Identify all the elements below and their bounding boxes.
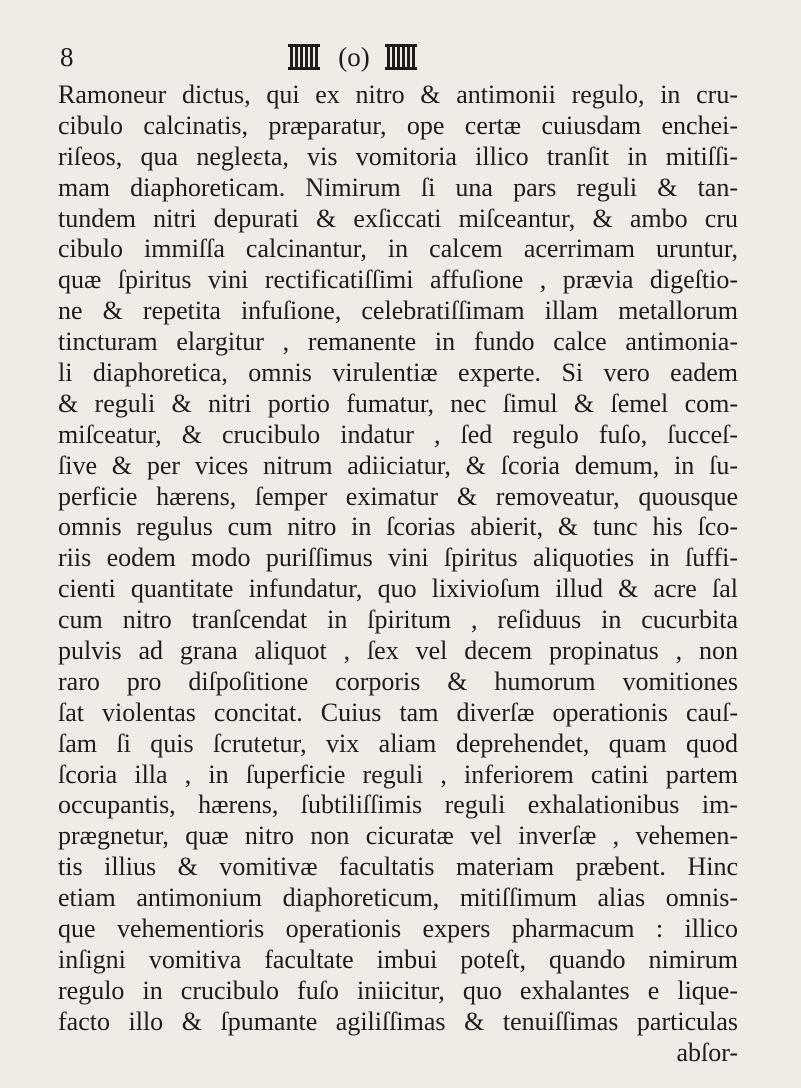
text-line: que vehementioris operationis expers pharmacum : illico bbox=[58, 914, 738, 944]
text-line: mam diaphoreticam. Nimirum ſi una pars reguli & tan- bbox=[58, 172, 738, 202]
left-ornament-icon bbox=[287, 43, 321, 71]
text-line: ne & repetita infuſione, celebratiſſimam illam metallorum bbox=[58, 296, 738, 326]
text-line: ſat violentas concitat. Cuius tam diverſæ operationis cauſ- bbox=[58, 697, 738, 727]
body-text bbox=[58, 80, 738, 1069]
text-line: ſive & per vices nitrum adiiciatur, & ſcoria demum, in ſu- bbox=[58, 450, 738, 480]
text-line: tincturam elargitur , remanente in fundo calce antimonia- bbox=[58, 327, 738, 357]
header-center-mark: (o) bbox=[338, 42, 370, 72]
text-line: regulo in crucibulo fuſo iniicitur, quo exhalantes e lique- bbox=[58, 975, 738, 1005]
text-line: Ramoneur dictus, qui ex nitro & antimonii regulo, in cru- bbox=[58, 80, 738, 109]
text-line: riſeos, qua negleɛta, vis vomitoria illico tranſit in mitiſſi- bbox=[58, 141, 738, 171]
text-line: cibulo calcinatis, præparatur, ope certæ cuiusdam enchei- bbox=[58, 110, 738, 140]
text-line: prægnetur, quæ nitro non cicuratæ vel inverſæ , vehemen- bbox=[58, 821, 738, 851]
text-line: perficie hærens, ſemper eximatur & removeatur, quousque bbox=[58, 481, 738, 511]
text-line: cum nitro tranſcendat in ſpiritum , reſiduus in cucurbita bbox=[58, 605, 738, 635]
text-line: inſigni vomitiva facultate imbui poteſt, quando nimirum bbox=[58, 944, 738, 974]
text-line: quæ ſpiritus vini rectificatiſſimi affuſione , prævia digeſtio- bbox=[58, 265, 738, 295]
text-line: raro pro diſpoſitione corporis & humorum vomitiones bbox=[58, 666, 738, 696]
text-line: cibulo immiſſa calcinantur, in calcem acerrimam uruntur, bbox=[58, 234, 738, 264]
text-line: cienti quantitate infundatur, quo lixivioſum illud & acre ſal bbox=[58, 574, 738, 604]
text-line: li diaphoretica, omnis virulentiæ experte. Si vero eadem bbox=[58, 358, 738, 388]
catchword: abſor- bbox=[676, 1037, 738, 1067]
text-line: ſcoria illa , in ſuperficie reguli , inferiorem catini partem bbox=[58, 759, 738, 789]
text-line: occupantis, hærens, ſubtiliſſimis reguli exhalationibus im- bbox=[58, 790, 738, 820]
text-line: & reguli & nitri portio fumatur, nec ſimul & ſemel com- bbox=[58, 388, 738, 418]
text-line: riis eodem modo puriſſimus vini ſpiritus aliquoties in ſuffi- bbox=[58, 543, 738, 573]
right-ornament-icon bbox=[384, 43, 418, 71]
running-header bbox=[0, 40, 801, 74]
text-line: ſam ſi quis ſcrutetur, vix aliam deprehendet, quam quod bbox=[58, 728, 738, 758]
text-line: tis illius & vomitivæ facultatis materiam præbent. Hinc bbox=[58, 852, 738, 882]
text-line: pulvis ad grana aliquot , ſex vel decem propinatus , non bbox=[58, 636, 738, 666]
text-line: miſceatur, & crucibulo indatur , ſed regulo fuſo, ſucceſ- bbox=[58, 419, 738, 449]
page-number: 8 bbox=[60, 42, 74, 72]
text-line: tundem nitri depurati & exſiccati miſceantur, & ambo cru bbox=[58, 203, 738, 233]
text-line: omnis regulus cum nitro in ſcorias abierit, & tunc his ſco- bbox=[58, 512, 738, 542]
text-line: etiam antimonium diaphoreticum, mitiſſimum alias omnis- bbox=[58, 883, 738, 913]
text-line: facto illo & ſpumante agiliſſimas & tenuiſſimas particulas bbox=[58, 1006, 738, 1036]
